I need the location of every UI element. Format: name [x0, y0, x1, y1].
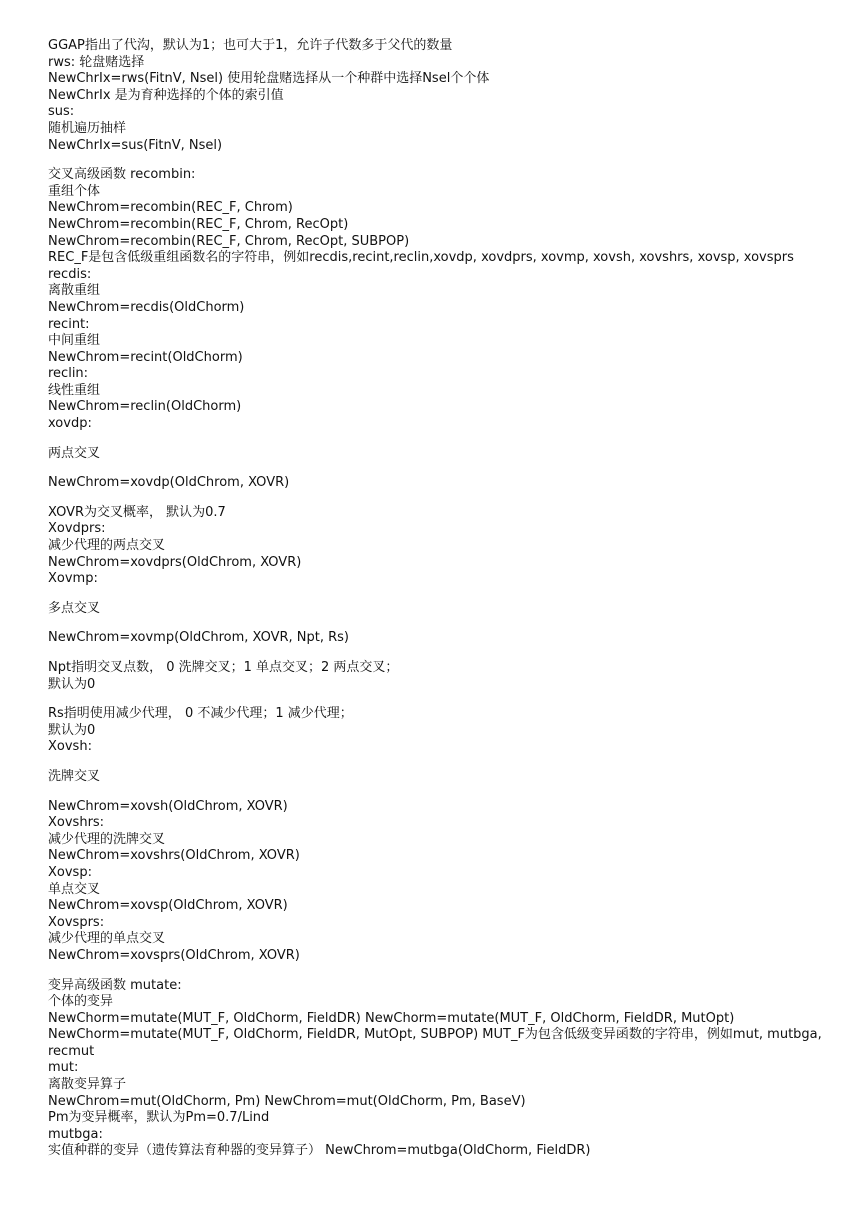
text-line: NewChrom=xovdp(OldChrom, XOVR) — [48, 475, 290, 491]
text-line: Npt指明交叉点数， 0 洗牌交叉；1 单点交叉；2 两点交叉； — [48, 660, 399, 675]
blank-line — [48, 786, 848, 799]
blank-line — [48, 693, 848, 706]
text-line: Xovsprs: — [48, 914, 105, 930]
text-line: NewChorm=mutate(MUT_F, OldChorm, FieldDR, MutOpt, SUBPOP) MUT_F为包含低级变异函数的字符串，例如mut, mutbga, recmut — [48, 1027, 822, 1059]
text-line: recdis: — [48, 266, 92, 282]
text-line: 离散重组 — [48, 283, 101, 299]
text-line: 个体的变异 — [48, 994, 114, 1010]
text-line: REC_F是包含低级重组函数名的字符串，例如recdis,recint,reclin,xovdp, xovdprs, xovmp, xovsh, xovshrs, xovsp, xovsprs — [48, 250, 794, 266]
text-line: NewChrIx=rws(FitnV, Nsel) 使用轮盘赌选择从一个种群中选择Nsel个个体 — [48, 71, 490, 87]
text-line: 减少代理的洗牌交叉 — [48, 831, 166, 847]
blank-line — [48, 492, 848, 505]
text-line: 中间重组 — [48, 333, 101, 349]
text-line: NewChrom=recdis(OldChorm) — [48, 299, 245, 315]
text-line: Xovmp: — [48, 571, 98, 587]
text-line: 重组个体 — [48, 183, 101, 199]
text-line: XOVR为交叉概率， 默认为0.7 — [48, 504, 226, 520]
text-line: 减少代理的单点交叉 — [48, 931, 166, 947]
text-line: NewChrom=xovshrs(OldChrom, XOVR) — [48, 848, 300, 864]
blank-line — [48, 647, 848, 660]
text-line: 默认为0 — [48, 676, 96, 692]
text-line: mutbga: — [48, 1126, 103, 1142]
text-line: recint: — [48, 316, 90, 332]
text-line: Xovdprs: — [48, 521, 106, 537]
text-line: GGAP指出了代沟，默认为1；也可大于1，允许子代数多于父代的数量 — [48, 38, 453, 53]
text-line: 两点交叉 — [48, 445, 101, 461]
text-line: 离散变异算子 — [48, 1077, 127, 1093]
text-line: 默认为0 — [48, 722, 96, 738]
text-line: NewChrom=reclin(OldChorm) — [48, 399, 242, 415]
text-line: 线性重组 — [48, 382, 101, 398]
text-line: sus: — [48, 104, 75, 120]
text-line: 随机遍历抽样 — [48, 120, 127, 136]
text-line: NewChrom=mut(OldChorm, Pm) NewChrom=mut(OldChorm, Pm, BaseV) — [48, 1093, 526, 1109]
text-line: Xovsp: — [48, 864, 92, 880]
text-line: NewChrom=recint(OldChorm) — [48, 349, 243, 365]
text-line: NewChrom=xovsh(OldChrom, XOVR) — [48, 798, 288, 814]
blank-line — [48, 756, 848, 769]
blank-line — [48, 588, 848, 601]
text-line: NewChrom=recombin(REC_F, Chrom, RecOpt, SUBPOP) — [48, 233, 410, 249]
text-line: 交叉高级函数 recombin: — [48, 167, 196, 183]
text-line: NewChrIx=sus(FitnV, Nsel) — [48, 137, 223, 153]
text-line: NewChrIx 是为育种选择的个体的索引值 — [48, 87, 284, 103]
text-line: 实值种群的变异（遗传算法育种器的变异算子） NewChrom=mutbga(OldChorm, FieldDR) — [48, 1143, 591, 1159]
text-line: rws: 轮盘赌选择 — [48, 54, 145, 70]
text-line: 洗牌交叉 — [48, 768, 101, 784]
document-page — [48, 38, 848, 1160]
text-line: 减少代理的两点交叉 — [48, 538, 166, 554]
text-line: Pm为变异概率，默认为Pm=0.7/Lind — [48, 1110, 270, 1126]
text-line: mut: — [48, 1060, 79, 1076]
blank-line — [48, 433, 848, 446]
text-line: NewChorm=mutate(MUT_F, OldChorm, FieldDR) NewChorm=mutate(MUT_F, OldChorm, FieldDR, MutOpt) — [48, 1010, 735, 1026]
text-line: NewChrom=xovsp(OldChrom, XOVR) — [48, 898, 288, 914]
text-line: reclin: — [48, 366, 89, 382]
blank-line — [48, 154, 848, 167]
text-line: Xovsh: — [48, 739, 92, 755]
text-line: Xovshrs: — [48, 815, 105, 831]
blank-line — [48, 965, 848, 978]
text-line: NewChrom=recombin(REC_F, Chrom) — [48, 200, 293, 216]
text-line: NewChrom=xovmp(OldChrom, XOVR, Npt, Rs) — [48, 630, 350, 646]
text-line: 单点交叉 — [48, 881, 101, 897]
text-line: Rs指明使用减少代理， 0 不减少代理；1 减少代理； — [48, 706, 353, 722]
text-line: NewChrom=xovdprs(OldChrom, XOVR) — [48, 554, 302, 570]
text-line: NewChrom=recombin(REC_F, Chrom, RecOpt) — [48, 216, 349, 232]
text-line: 变异高级函数 mutate: — [48, 977, 182, 993]
text-line: NewChrom=xovsprs(OldChrom, XOVR) — [48, 947, 300, 963]
text-line: xovdp: — [48, 416, 92, 432]
blank-line — [48, 617, 848, 630]
blank-line — [48, 462, 848, 475]
text-line: 多点交叉 — [48, 600, 101, 616]
